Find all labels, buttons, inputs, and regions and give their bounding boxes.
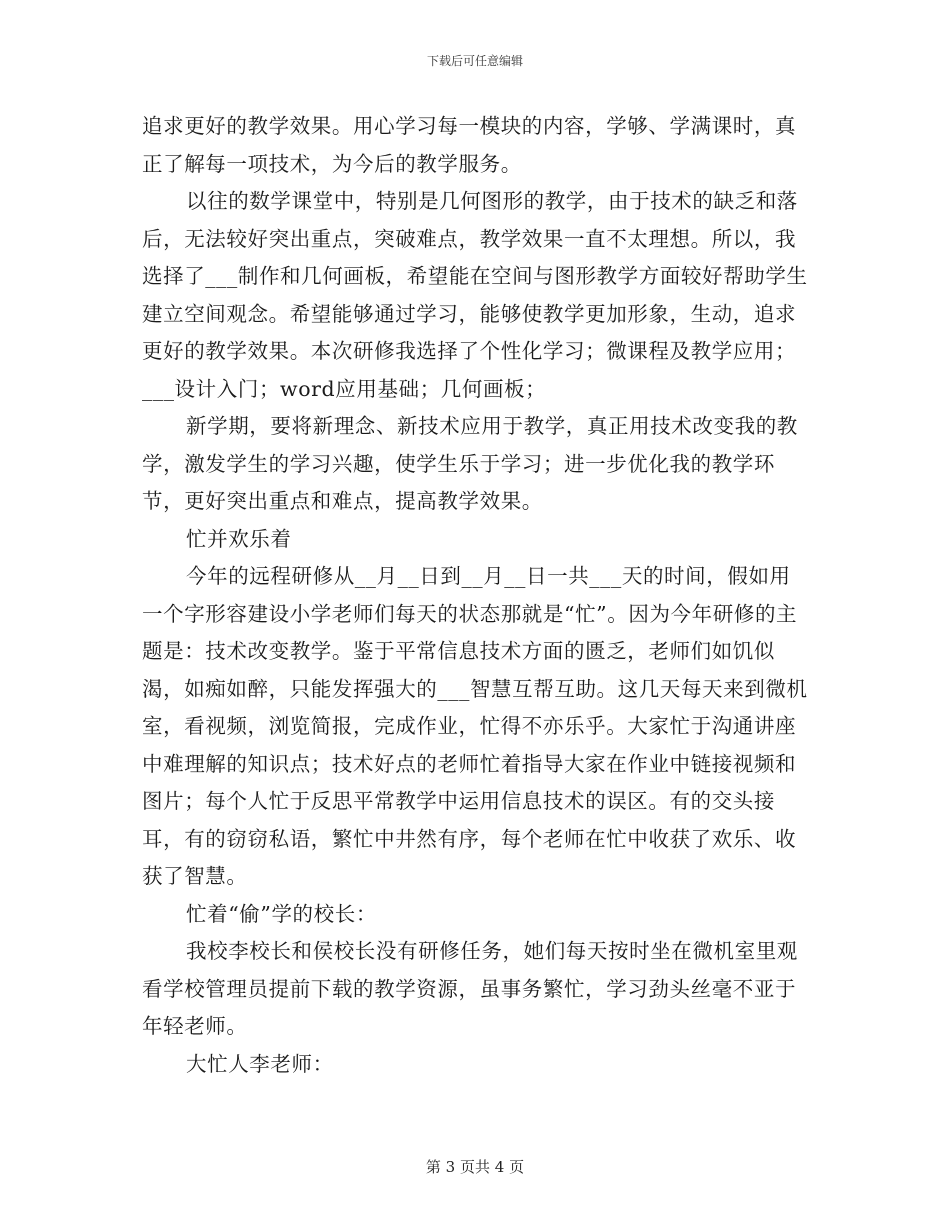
page-header: 下载后可任意编辑 [426,54,523,68]
paragraph: 新学期，要将新理念、新技术应用于教学，真正用技术改变我的教学，激发学生的学习兴趣，使学生乐于学习；进一步优化我的教学环节，更好突出重点和难点，提高教学效果。 [142,414,798,513]
paragraph: 今年的远程研修从__月__日到__月__日一共___天的时间，假如用一个字形容建设小学老师们每天的状态那就是“忙”。因为今年研修的主题是：技术改变教学。鉴于平常信息技术方面的匮乏，老师们如饥似渴，如痴如醉，只能发挥强大的___智慧互帮互助。这几天每天来到微机室，看视频，浏览简报，完成作业，忙得不亦乐乎。大家忙于沟通讲座中难理解的知识点；技术好点的老师忙着指导大家在作业中链接视频和图片；每个人忙于反思平常教学中运用信息技术的误区。有的交头接耳，有的窃窃私语，繁忙中井然有序，每个老师在忙中收获了欢乐、收获了智慧。 [142,564,808,888]
section-heading: 忙并欢乐着 [186,526,292,551]
paragraph: 追求更好的教学效果。用心学习每一模块的内容，学够、学满课时，真正了解每一项技术，为今后的教学服务。 [142,114,797,176]
paragraph: 我校李校长和侯校长没有研修任务，她们每天按时坐在微机室里观看学校管理员提前下载的教学资源，虽事务繁忙，学习劲头丝毫不亚于年轻老师。 [142,939,798,1038]
section-heading: 忙着“偷”学的校长： [186,901,377,926]
section-heading: 大忙人李老师： [186,1051,334,1076]
page-number-footer: 第 3 页共 4 页 [425,1158,525,1176]
document-body [142,108,808,1083]
paragraph: 以往的数学课堂中，特别是几何图形的教学，由于技术的缺乏和落后，无法较好突出重点，突破难点，教学效果一直不太理想。所以，我选择了___制作和几何画板，希望能在空间与图形教学方面较好帮助学生建立空间观念。希望能够通过学习，能够使教学更加形象，生动，追求更好的教学效果。本次研修我选择了个性化学习；微课程及教学应用；___设计入门；word应用基础；几何画板； [142,189,808,401]
